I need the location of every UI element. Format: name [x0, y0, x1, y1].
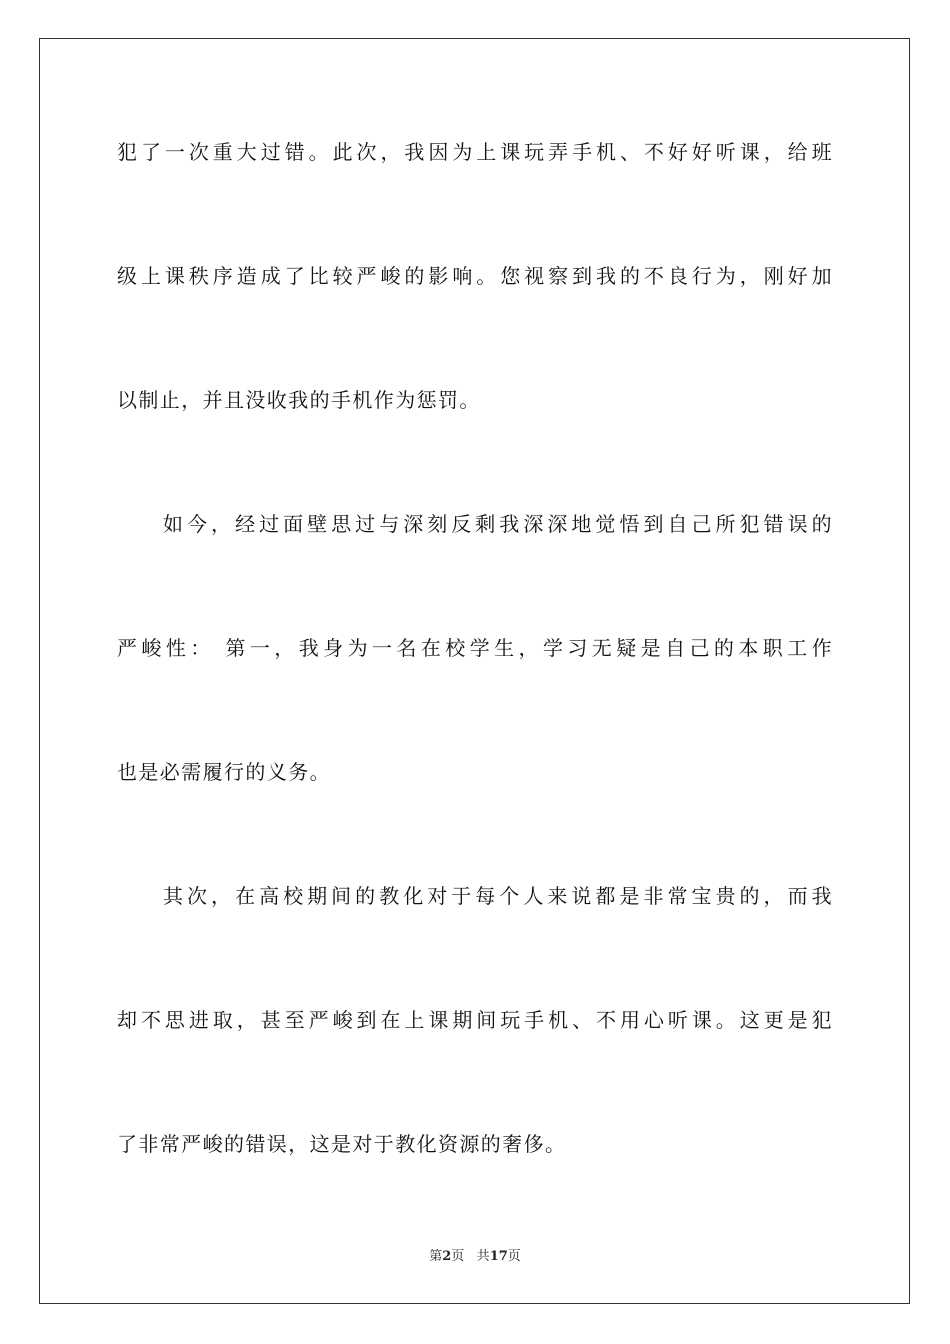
footer-total-pages: 17: [489, 1249, 508, 1264]
footer-total-prefix: 共: [476, 1249, 490, 1264]
paragraph-line-6: 也是必需履行的义务。: [117, 760, 331, 784]
page-footer: [0, 1249, 950, 1265]
paragraph-line-9: 了非常严峻的错误，这是对于教化资源的奢侈。: [117, 1132, 567, 1156]
paragraph-line-7: 其次，在高校期间的教化对于每个人来说都是非常宝贵的，而我: [163, 884, 833, 908]
paragraph-line-4: 如今，经过面壁思过与深刻反剩我深深地觉悟到自己所犯错误的: [163, 512, 833, 536]
footer-page-suffix: 页: [451, 1249, 465, 1264]
footer-total-suffix: 页: [507, 1249, 521, 1264]
paragraph-line-5: 严峻性： 第一，我身为一名在校学生，学习无疑是自己的本职工作: [117, 636, 833, 660]
paragraph-line-3: 以制止，并且没收我的手机作为惩罚。: [117, 388, 481, 412]
footer-page-number: 2: [442, 1249, 452, 1264]
paragraph-line-1: 犯了一次重大过错。此次，我因为上课玩弄手机、不好好听课，给班: [117, 140, 833, 164]
paragraph-line-2: 级上课秩序造成了比较严峻的影响。您视察到我的不良行为，刚好加: [117, 264, 833, 288]
footer-prefix: 第: [429, 1249, 443, 1264]
paragraph-line-8: 却不思进取，甚至严峻到在上课期间玩手机、不用心听课。这更是犯: [117, 1008, 833, 1032]
page-border: [39, 38, 910, 1304]
